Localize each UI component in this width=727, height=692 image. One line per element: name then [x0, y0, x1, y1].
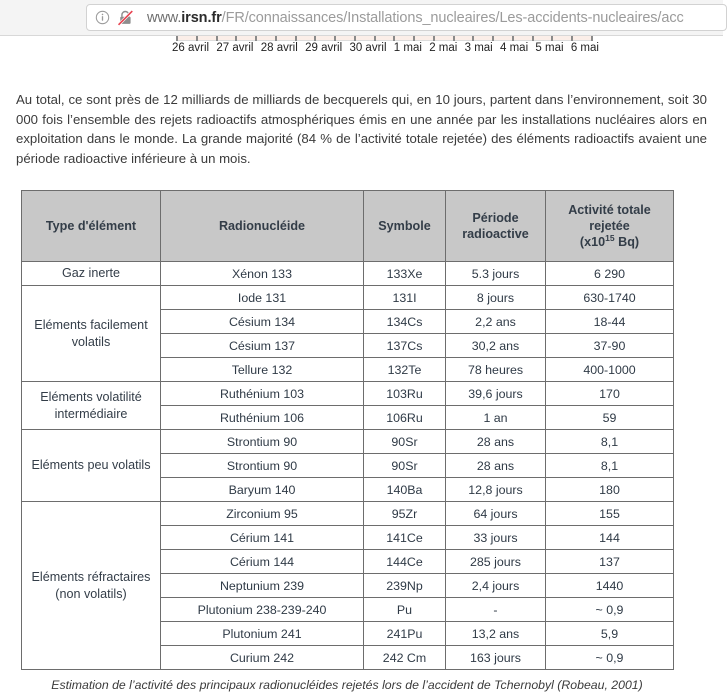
cell-activity: 630-1740 — [546, 286, 674, 310]
cell-radionuclide: Cérium 141 — [161, 526, 364, 550]
url-text — [147, 10, 684, 26]
table-group-label: Gaz inerte — [22, 262, 161, 286]
url-path: /FR/connaissances/Installations_nucleaires/Les-accidents-nucleaires/acc — [221, 9, 684, 26]
cell-radionuclide: Ruthénium 103 — [161, 382, 364, 406]
cell-radionuclide: Xénon 133 — [161, 262, 364, 286]
chart-axis-ticks — [176, 36, 593, 41]
cell-symbol: 239Np — [364, 574, 446, 598]
cell-activity: 6 290 — [546, 262, 674, 286]
col-header-symbol: Symbole — [364, 191, 446, 262]
cell-radionuclide: Zirconium 95 — [161, 502, 364, 526]
chart-x-tick-label: 1 mai — [393, 42, 422, 54]
cell-symbol: 134Cs — [364, 310, 446, 334]
cell-radionuclide: Plutonium 238-239-240 — [161, 598, 364, 622]
radionuclide-table — [21, 190, 674, 670]
cell-symbol: 140Ba — [364, 478, 446, 502]
col-header-activity — [546, 191, 674, 262]
col-header-activity-line1: Activité totale — [568, 203, 651, 218]
activity-units-exponent: 15 — [605, 233, 615, 244]
table-header-row — [22, 191, 674, 262]
chart-x-tick-label: 29 avril — [305, 42, 343, 54]
cell-symbol: 133Xe — [364, 262, 446, 286]
cell-period: 2,2 ans — [446, 310, 546, 334]
table-group-label: Eléments réfractaires (non volatils) — [22, 502, 161, 670]
cell-symbol: 241Pu — [364, 622, 446, 646]
cell-period: 8 jours — [446, 286, 546, 310]
cell-period: 39,6 jours — [446, 382, 546, 406]
cell-symbol: 141Ce — [364, 526, 446, 550]
cell-symbol: 95Zr — [364, 502, 446, 526]
insecure-connection-icon[interactable] — [117, 10, 134, 26]
activity-units-post: Bq) — [614, 235, 640, 250]
cell-symbol: 132Te — [364, 358, 446, 382]
col-header-period: Période radioactive — [446, 191, 546, 262]
cell-period: 30,2 ans — [446, 334, 546, 358]
table-row — [22, 262, 674, 286]
cell-period: 285 jours — [446, 550, 546, 574]
cell-period: 28 ans — [446, 454, 546, 478]
table-row — [22, 286, 674, 310]
cell-radionuclide: Ruthénium 106 — [161, 406, 364, 430]
url-scheme-prefix: www. — [147, 9, 182, 26]
chart-x-tick-label: 30 avril — [349, 42, 387, 54]
chart-bottom-axis — [0, 36, 723, 66]
cell-symbol: 90Sr — [364, 454, 446, 478]
cell-period: 64 jours — [446, 502, 546, 526]
cell-radionuclide: Césium 134 — [161, 310, 364, 334]
cell-period: 78 heures — [446, 358, 546, 382]
address-bar[interactable] — [86, 4, 727, 31]
cell-symbol: Pu — [364, 598, 446, 622]
cell-period: 163 jours — [446, 646, 546, 670]
cell-activity: 400-1000 — [546, 358, 674, 382]
cell-radionuclide: Césium 137 — [161, 334, 364, 358]
browser-toolbar — [0, 0, 723, 36]
cell-symbol: 137Cs — [364, 334, 446, 358]
cell-symbol: 106Ru — [364, 406, 446, 430]
cell-symbol: 144Ce — [364, 550, 446, 574]
col-header-activity-line2: rejetée — [589, 219, 630, 234]
chart-x-tick-label: 3 mai — [464, 42, 493, 54]
cell-activity: 180 — [546, 478, 674, 502]
cell-radionuclide: Iode 131 — [161, 286, 364, 310]
cell-radionuclide: Plutonium 241 — [161, 622, 364, 646]
chart-x-tick-label: 6 mai — [570, 42, 599, 54]
table-group-label: Eléments volatilité intermédiaire — [22, 382, 161, 430]
cell-period: - — [446, 598, 546, 622]
cell-period: 5.3 jours — [446, 262, 546, 286]
cell-radionuclide: Neptunium 239 — [161, 574, 364, 598]
col-header-activity-units — [580, 235, 639, 249]
table-group-label: Eléments peu volatils — [22, 430, 161, 502]
cell-period: 2,4 jours — [446, 574, 546, 598]
table-row — [22, 382, 674, 406]
chart-x-tick-label: 27 avril — [216, 42, 254, 54]
cell-activity: ~ 0,9 — [546, 598, 674, 622]
table-row — [22, 430, 674, 454]
cell-activity: 137 — [546, 550, 674, 574]
chart-x-tick-label: 4 mai — [500, 42, 529, 54]
cell-activity: 8,1 — [546, 454, 674, 478]
col-header-radionuclide: Radionucléide — [161, 191, 364, 262]
cell-activity: 59 — [546, 406, 674, 430]
activity-units-pre: (x10 — [579, 235, 606, 250]
table-caption: Estimation de l’activité des principaux radionucléides rejetés lors de l’accident de Tchernobyl (Robeau, 2001) — [51, 678, 643, 692]
cell-period: 13,2 ans — [446, 622, 546, 646]
body-paragraph: Au total, ce sont près de 12 milliards de milliards de becquerels qui, en 10 jours, partent dans l’environnement, soit 30 000 fois l’ensemble des rejets radioactifs atmosphériques émis en une année par les installations nucléaires alors en exploitation dans le monde. La grande majorité (84 % de l’activité totale rejetée) des éléments radioactifs avaient une période radioactive inférieure à un mois. — [16, 92, 707, 166]
chart-x-tick-label: 26 avril — [172, 42, 210, 54]
chart-x-tick-label: 2 mai — [429, 42, 458, 54]
table-group-label: Eléments facilement volatils — [22, 286, 161, 382]
cell-radionuclide: Strontium 90 — [161, 454, 364, 478]
cell-period: 33 jours — [446, 526, 546, 550]
cell-activity: 170 — [546, 382, 674, 406]
cell-activity: 8,1 — [546, 430, 674, 454]
cell-activity: 5,9 — [546, 622, 674, 646]
cell-activity: 144 — [546, 526, 674, 550]
cell-radionuclide: Cérium 144 — [161, 550, 364, 574]
cell-symbol: 90Sr — [364, 430, 446, 454]
cell-radionuclide: Tellure 132 — [161, 358, 364, 382]
chart-x-tick-label: 5 mai — [535, 42, 564, 54]
cell-period: 12,8 jours — [446, 478, 546, 502]
cell-radionuclide: Baryum 140 — [161, 478, 364, 502]
radionuclide-table-wrapper — [21, 190, 673, 692]
cell-period: 28 ans — [446, 430, 546, 454]
cell-symbol: 242 Cm — [364, 646, 446, 670]
cell-activity: 18-44 — [546, 310, 674, 334]
table-row — [22, 502, 674, 526]
info-circle-icon[interactable] — [95, 10, 110, 25]
cell-activity: ~ 0,9 — [546, 646, 674, 670]
table-body — [22, 262, 674, 670]
cell-activity: 1440 — [546, 574, 674, 598]
cell-period: 1 an — [446, 406, 546, 430]
url-domain: irsn.fr — [181, 9, 222, 26]
cell-activity: 155 — [546, 502, 674, 526]
cell-radionuclide: Strontium 90 — [161, 430, 364, 454]
cell-radionuclide: Curium 242 — [161, 646, 364, 670]
cell-symbol: 131I — [364, 286, 446, 310]
cell-symbol: 103Ru — [364, 382, 446, 406]
chart-x-axis-labels — [172, 42, 599, 54]
col-header-type: Type d'élément — [22, 191, 161, 262]
cell-activity: 37-90 — [546, 334, 674, 358]
page-content — [0, 36, 723, 692]
chart-x-tick-label: 28 avril — [260, 42, 298, 54]
